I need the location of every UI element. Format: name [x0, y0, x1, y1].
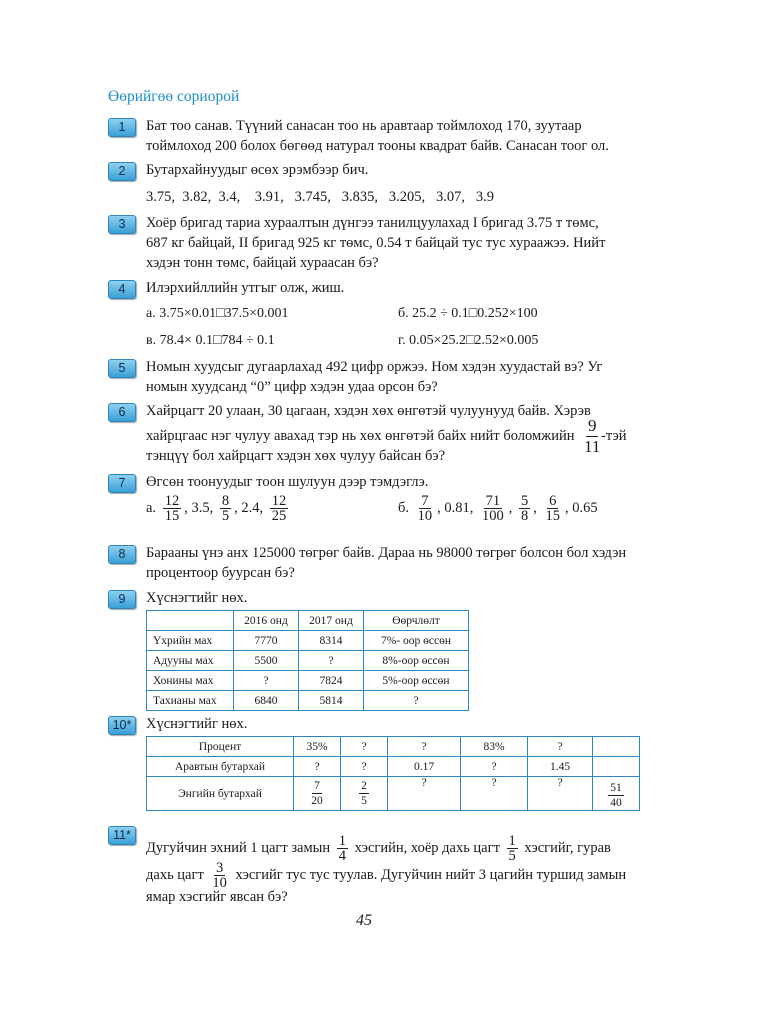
- fraction-9-11: $\frac{9}{11}$: [584, 416, 601, 456]
- fraction: $\frac{7}{10}$: [417, 493, 433, 524]
- fraction: $\frac{6}{15}$: [545, 493, 561, 524]
- table-row: Үхрийн мах 7770 8314 7%- оор өссөн: [147, 631, 469, 651]
- problem-number-badge: 9: [108, 590, 136, 609]
- problem-4-item-c: в. 78.4× 0.1□784 ÷ 0.1: [146, 333, 275, 348]
- problem-11-line-2: дахь цагт $\frac{3}{10}$ хэсгийг тус тус туулав. Дугуйчин нийт 3 цагийн туршид замын: [146, 860, 627, 891]
- problem-11-line-3: ямар хэсгийг явсан бэ?: [146, 889, 288, 905]
- problem-4-item-a: а. 3.75×0.01□37.5×0.001: [146, 306, 289, 321]
- problem-number-badge: 2: [108, 162, 136, 181]
- problem-number-badge: 11*: [108, 826, 136, 845]
- problem-5-line-2: номын хуудсанд “0” цифр хэдэн удаа орсон бэ?: [146, 379, 438, 395]
- problem-number-badge: 4: [108, 280, 136, 299]
- problem-number-badge: 5: [108, 359, 136, 378]
- problem-1-line-2: тоймлоход 200 болох бөгөөд натурал тооны квадрат байв. Санасан тоог ол.: [146, 138, 609, 154]
- problem-7-item-b: б. $\frac{7}{10}$ , 0.81, $\frac{71}{100}$ , $\frac{5}{8}$ , $\frac{6}{15}$ , 0.65: [398, 493, 598, 524]
- decimal-item: 3.91,: [254, 189, 284, 205]
- fraction: $\frac{1}{5}$: [508, 833, 516, 864]
- problem-5-line-1: Номын хуудсыг дугаарлахад 492 цифр оржээ. Ном хэдэн хуудастай вэ? Уг: [146, 359, 603, 375]
- problem-2-line-1: Бутархайнуудыг өсөх эрэмбээр бич.: [146, 162, 369, 178]
- problem-10-line-1: Хүснэгтийг нөх.: [146, 716, 248, 732]
- decimal-item: 3.835,: [341, 189, 378, 205]
- table-row: Адууны мах 5500 ? 8%-оор өссөн: [147, 651, 469, 671]
- problem-8-line-2: процентоор буурсан бэ?: [146, 565, 295, 581]
- fraction: $\frac{2}{5}$: [361, 780, 367, 807]
- problem-3-line-3: хэдэн тонн төмс, байцай хураасан бэ?: [146, 255, 379, 271]
- decimal-item: 3.9: [475, 189, 494, 205]
- problem-number-badge: 10*: [108, 716, 136, 735]
- problem-1-line-1: Бат тоо санав. Түүний санасан тоо нь аравтаар тоймлоход 170, зуутаар: [146, 118, 582, 134]
- problem-7-item-a: а. $\frac{12}{15}$ , 3.5, $\frac{8}{5}$ , 2.4, $\frac{12}{25}$: [146, 493, 287, 524]
- fraction: $\frac{1}{4}$: [338, 833, 347, 864]
- problem-number-badge: 3: [108, 215, 136, 234]
- meat-production-table: [146, 610, 469, 711]
- problem-8-line-1: Барааны үнэ анх 125000 төгрөг байв. Дараа нь 98000 төгрөг болсон бол хэдэн: [146, 545, 627, 561]
- section-heading: Өөрийгөө сориорой: [108, 88, 240, 105]
- table-row: Хонины мах ? 7824 5%-оор өссөн: [147, 671, 469, 691]
- decimal-item: 3.205,: [388, 189, 426, 205]
- problem-6-line-2: хайрцгаас нэг чулуу авахад тэр нь хөх өнгөтэй байх нийт боломжийн: [146, 428, 575, 444]
- decimal-item: 3.07,: [436, 189, 465, 205]
- problem-3-line-2: 687 кг байцай, II бригад 925 кг төмс, 0.54 т байцай тус тус хураажээ. Нийт: [146, 235, 606, 251]
- table-row: Тахианы мах 6840 5814 ?: [147, 691, 469, 711]
- table-row: Аравтын бутархай ? ? 0.17 ? 1.45: [147, 757, 640, 777]
- problem-number-badge: 6: [108, 403, 136, 422]
- decimal-item: 3.745,: [294, 189, 331, 205]
- fraction: $\frac{71}{100}$: [482, 493, 504, 524]
- decimal-item: 3.82,: [182, 189, 212, 205]
- fraction: $\frac{51}{40}$: [610, 782, 622, 809]
- problem-4-line-1: Илэрхийллийн утгыг олж, жиш.: [146, 280, 345, 296]
- problem-9-line-1: Хүснэгтийг нөх.: [146, 590, 248, 606]
- decimal-item: 3.75,: [146, 189, 175, 205]
- percent-fraction-table: [146, 736, 640, 811]
- table-row: Энгийн бутархай $\frac{7}{20}$ $\frac{2}{5}$ ? ? ? $\frac{51}{40}$: [147, 777, 640, 811]
- fraction: $\frac{8}{5}$: [221, 493, 230, 524]
- problem-2-numbers: [146, 187, 494, 207]
- problem-7-line-1: Өгсөн тоонуудыг тоон шулуун дээр тэмдэглэ.: [146, 474, 429, 490]
- problem-4-item-b: б. 25.2 ÷ 0.1□0.252×100: [398, 306, 538, 321]
- page-number: 45: [356, 912, 372, 929]
- problem-number-badge: 7: [108, 474, 136, 493]
- fraction: $\frac{12}{25}$: [271, 493, 287, 524]
- fraction: $\frac{5}{8}$: [521, 493, 529, 524]
- table-header-row: 2016 онд 2017 онд Өөрчлөлт: [147, 611, 469, 631]
- problem-6-line-2-tail: -тэй: [601, 428, 627, 444]
- problem-6-line-3: тэнцүү бол хайрцагт хэдэн хөх чулуу байсан бэ?: [146, 448, 446, 464]
- table-row: Процент 35% ? ? 83% ?: [147, 737, 640, 757]
- fraction: $\frac{12}{15}$: [164, 493, 180, 524]
- problem-11-line-1: Дугуйчин эхний 1 цагт замын $\frac{1}{4}$ хэсгийн, хоёр дахь цагт $\frac{1}{5}$ хэсгийг, гурав: [146, 833, 611, 864]
- problem-4-item-d: г. 0.05×25.2□2.52×0.005: [398, 333, 539, 348]
- problem-number-badge: 1: [108, 118, 136, 137]
- fraction: $\frac{3}{10}$: [212, 860, 227, 891]
- problem-6-line-1: Хайрцагт 20 улаан, 30 цагаан, хэдэн хөх өнгөтэй чулуунууд байв. Хэрэв: [146, 403, 591, 419]
- decimal-item: 3.4,: [218, 189, 241, 205]
- fraction: $\frac{7}{20}$: [311, 780, 323, 807]
- problem-number-badge: 8: [108, 545, 136, 564]
- problem-3-line-1: Хоёр бригад тариа хураалтын дүнгээ танилцуулахад I бригад 3.75 т төмс,: [146, 215, 599, 231]
